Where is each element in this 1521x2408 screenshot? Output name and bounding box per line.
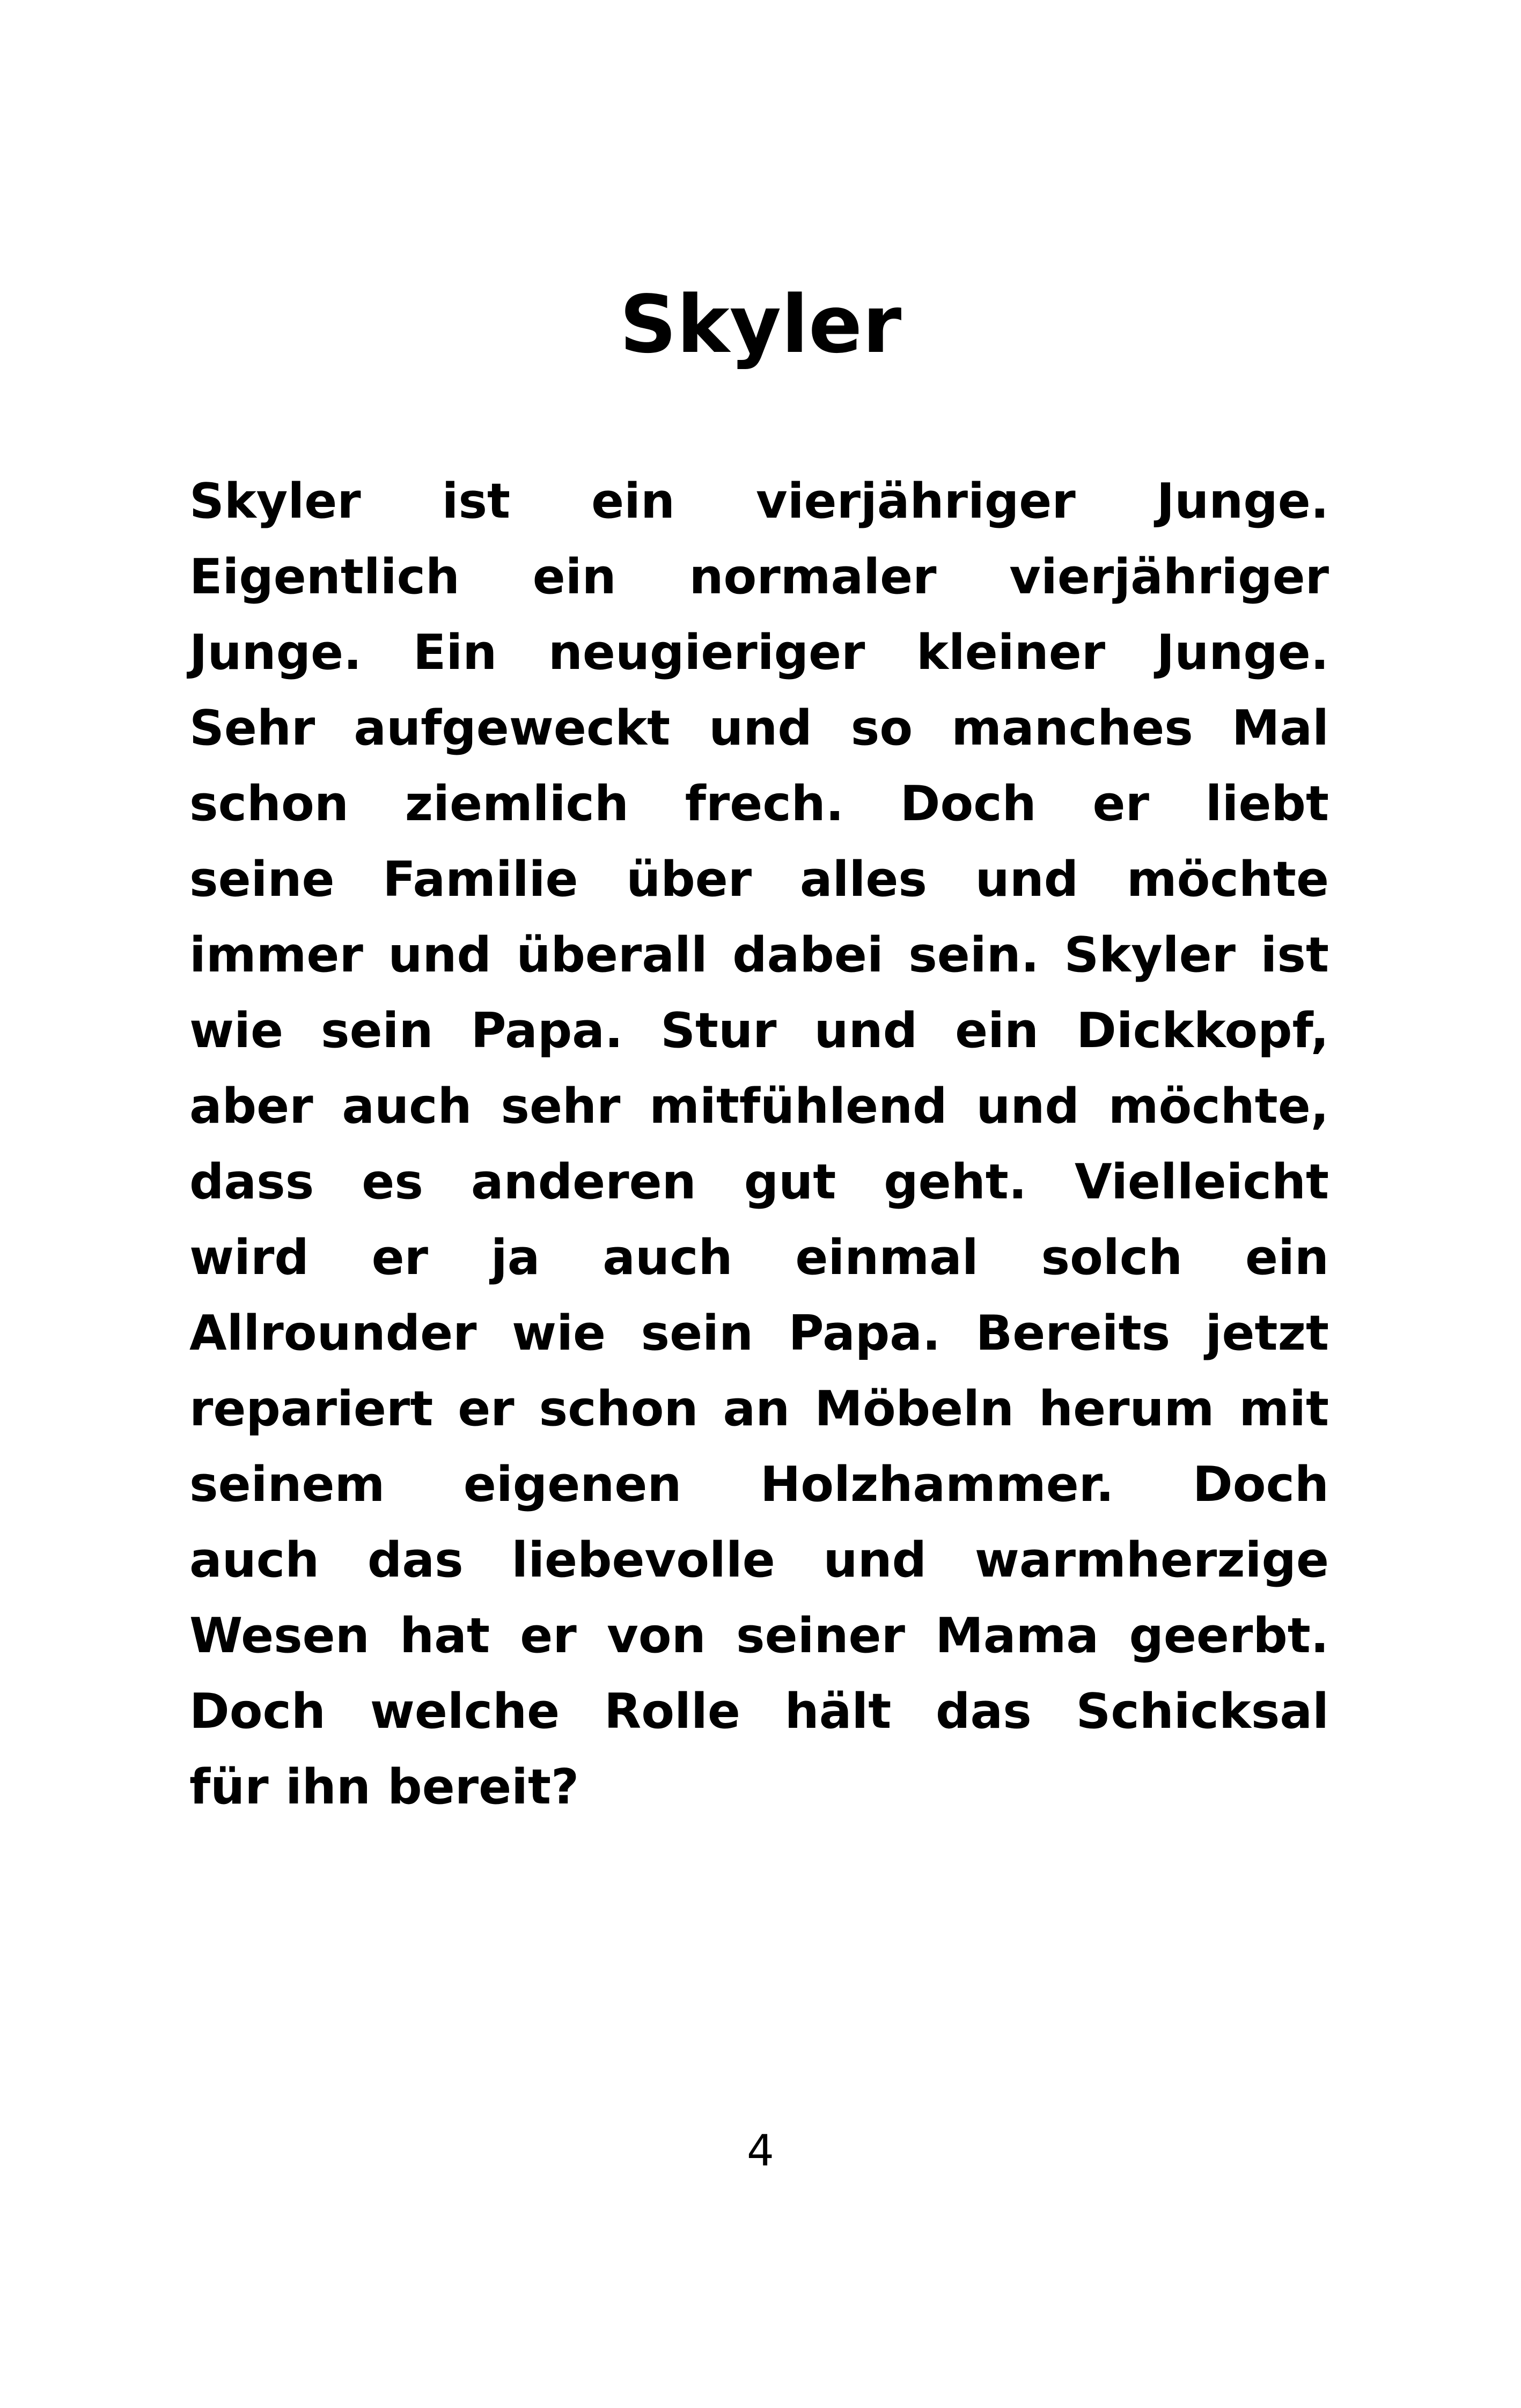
body-line: Wesen hat er von seiner Mama geerbt. — [189, 1608, 1329, 1664]
body-line: auch das liebevolle und warmherzige — [189, 1532, 1329, 1588]
body-line: schon ziemlich frech. Doch er liebt — [189, 776, 1329, 832]
body-line: Doch welche Rolle hält das Schicksal — [189, 1683, 1329, 1740]
body-line: Allrounder wie sein Papa. Bereits jetzt — [189, 1305, 1329, 1361]
body-line: repariert er schon an Möbeln herum mit — [189, 1381, 1329, 1437]
body-paragraph — [189, 463, 1329, 1825]
body-line: wird er ja auch einmal solch ein — [189, 1229, 1329, 1286]
body-line: wie sein Papa. Stur und ein Dickkopf, — [189, 1003, 1329, 1059]
body-line-last: für ihn bereit? — [189, 1759, 579, 1815]
body-line: Skyler ist ein vierjähriger Junge. — [189, 473, 1329, 529]
chapter-title: Skyler — [619, 278, 902, 371]
body-line: aber auch sehr mitfühlend und möchte, — [189, 1078, 1329, 1135]
page-number: 4 — [747, 2126, 774, 2176]
body-line: Eigentlich ein normaler vierjähriger — [189, 549, 1329, 605]
body-line: immer und überall dabei sein. Skyler ist — [189, 927, 1329, 983]
body-line: seinem eigenen Holzhammer. Doch — [189, 1456, 1329, 1513]
body-line: seine Familie über alles und möchte — [189, 851, 1329, 908]
body-line: Sehr aufgeweckt und so manches Mal — [189, 700, 1329, 756]
body-line: Junge. Ein neugieriger kleiner Junge. — [189, 624, 1329, 681]
body-line: dass es anderen gut geht. Vielleicht — [189, 1154, 1329, 1210]
